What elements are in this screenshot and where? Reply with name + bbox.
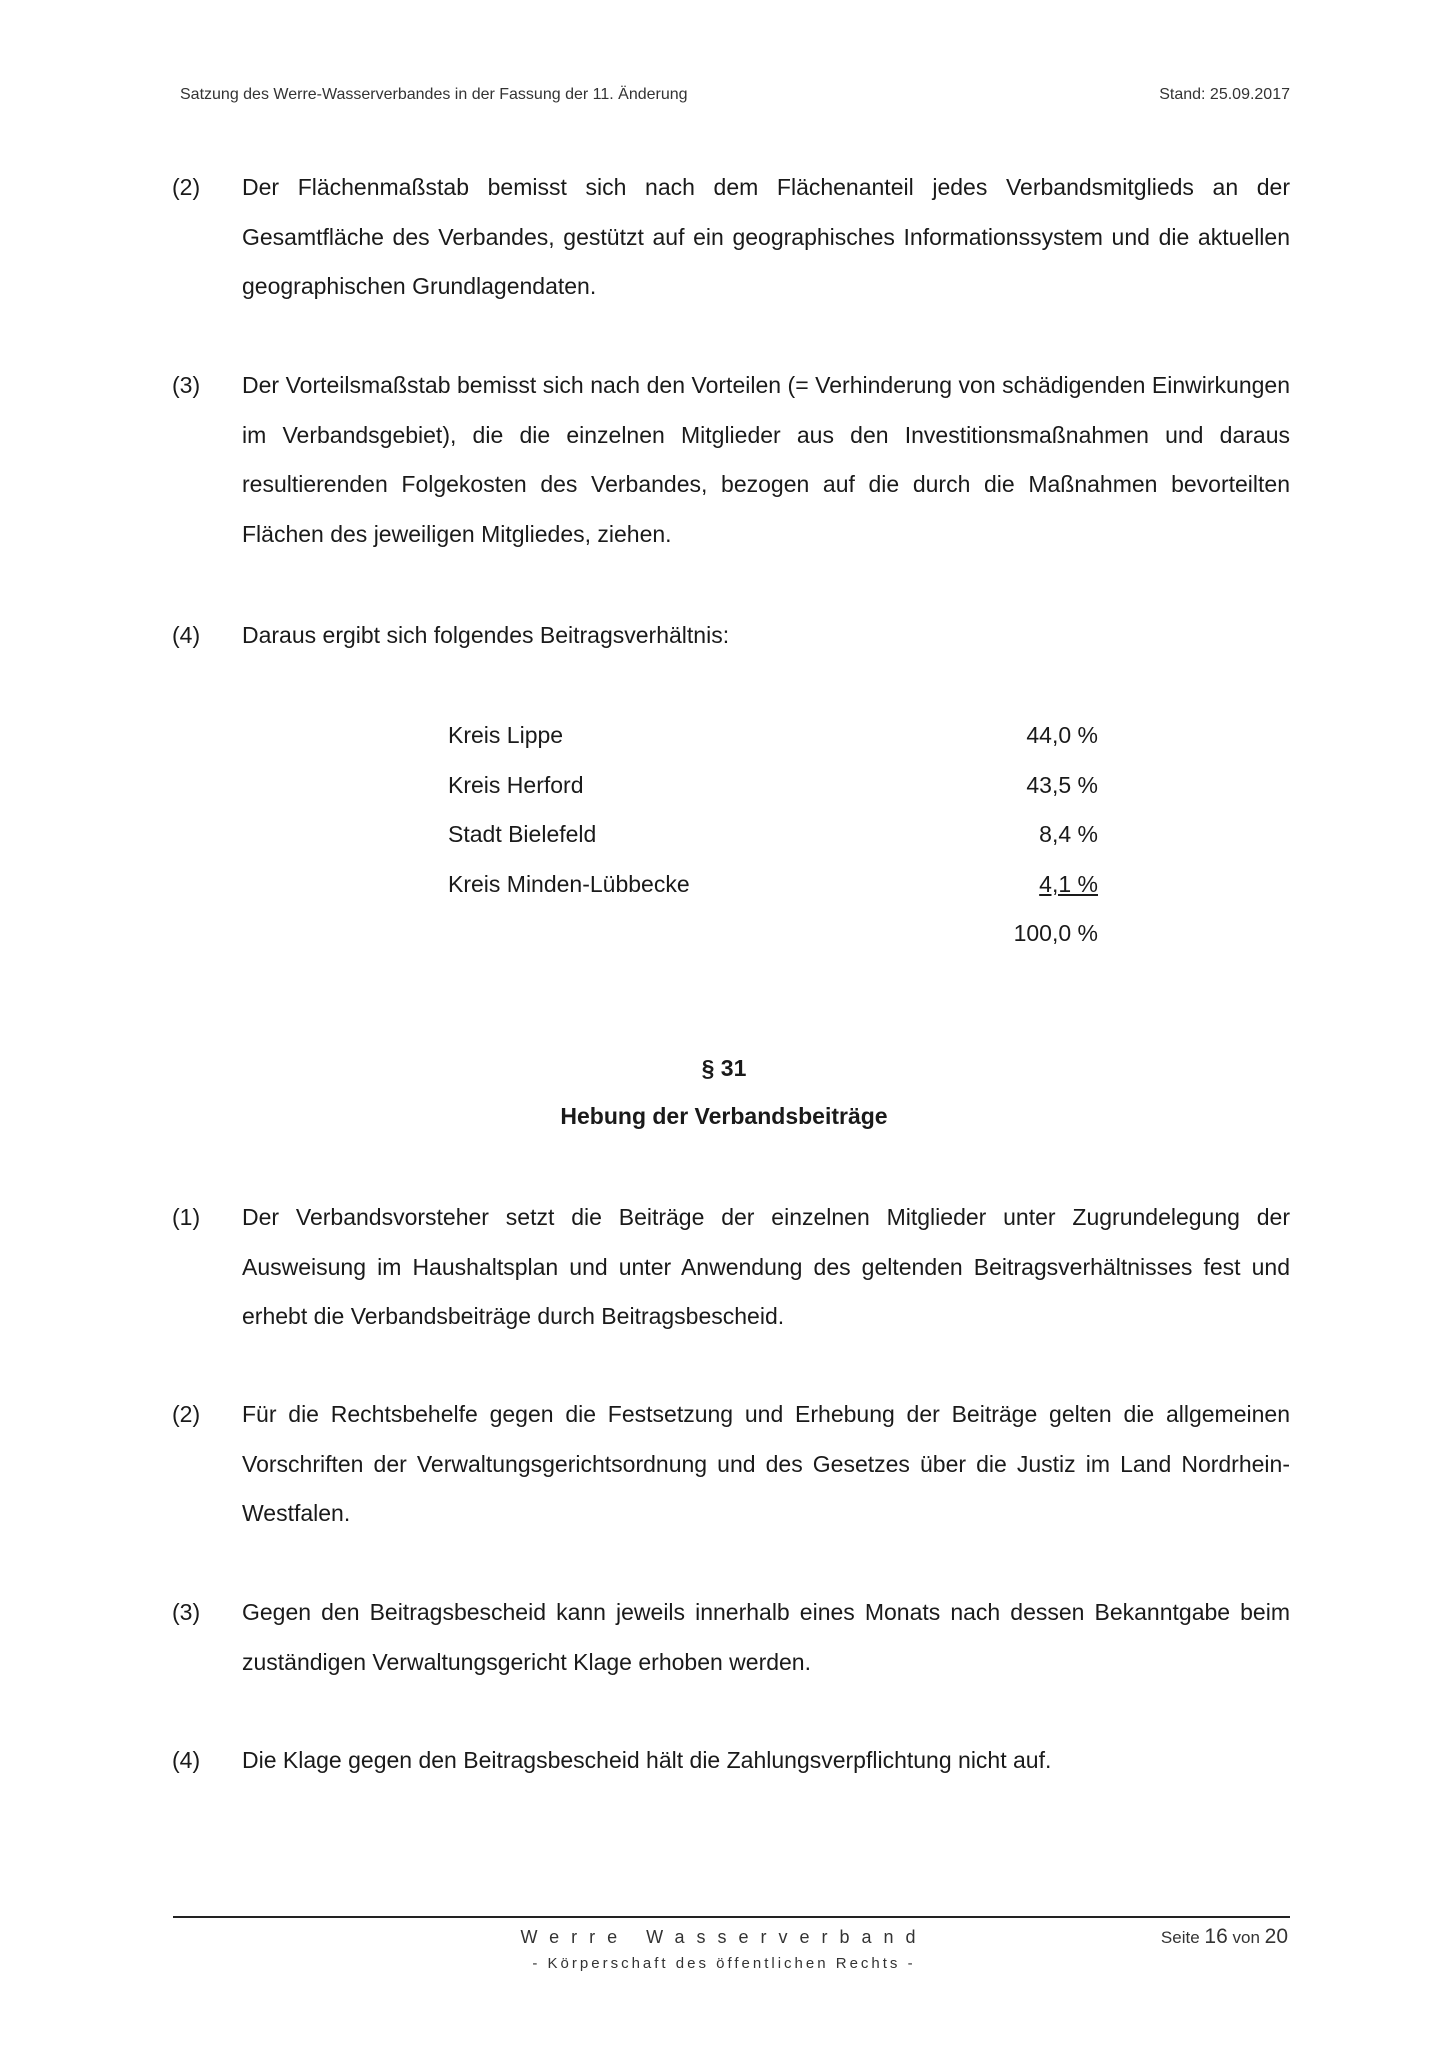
paragraph-text: Der Verbandsvorsteher setzt die Beiträge der einzelnen Mitglieder unter Zugrundelegung der Ausweisung im Haushaltsplan und unter Anwendung des geltenden Beitragsverhältnisses fest und erhebt die Verbandsbeiträge durch Beitragsbescheid. [242, 1204, 1290, 1329]
contribution-total-row [448, 909, 1098, 959]
member-name: Kreis Herford [448, 771, 584, 798]
paragraph-text: Gegen den Beitragsbescheid kann jeweils innerhalb eines Monats nach dessen Bekanntgabe beim zuständigen Verwaltungsgericht Klage erhoben werden. [242, 1599, 1290, 1675]
section-paragraph-2 [172, 1390, 1290, 1539]
contribution-row [448, 860, 1098, 910]
paragraph-text: Für die Rechtsbehelfe gegen die Festsetzung und Erhebung der Beiträge gelten die allgemeinen Vorschriften der Verwaltungsgerichtsordnung und des Gesetzes über die Justiz im Land Nordrhein-Westfalen. [242, 1401, 1290, 1526]
paragraph-3-vorteilsmassstab [172, 361, 1290, 559]
paragraph-number: (4) [172, 1747, 201, 1773]
member-name: Kreis Minden-Lübbecke [448, 870, 690, 897]
page-mid: von [1232, 1928, 1260, 1947]
header-title: Satzung des Werre-Wasserverbandes in der Fassung der 11. Änderung [180, 86, 688, 103]
section-number: § 31 [701, 1055, 747, 1081]
paragraph-text: Die Klage gegen den Beitragsbescheid hält die Zahlungsverpflichtung nicht auf. [242, 1747, 1052, 1773]
contribution-total: 100,0 % [1013, 920, 1098, 946]
paragraph-4-beitragsverhaeltnis [172, 611, 1290, 661]
section-paragraph-4 [172, 1736, 1290, 1786]
section-title: Hebung der Verbandsbeiträge [560, 1103, 888, 1129]
member-name: Kreis Lippe [448, 722, 564, 748]
contribution-row [448, 711, 1098, 761]
paragraph-number: (2) [172, 174, 201, 200]
page-total: 20 [1264, 1925, 1288, 1948]
contribution-row [448, 810, 1098, 860]
section-paragraph-1 [172, 1193, 1290, 1342]
page-number [1161, 1925, 1288, 1949]
page-prefix: Seite [1160, 1928, 1200, 1947]
paragraph-text: Daraus ergibt sich folgendes Beitragsverhältnis: [242, 622, 730, 648]
paragraph-number: (4) [172, 622, 201, 648]
member-share: 4,1 % [1039, 870, 1098, 897]
member-share: 44,0 % [1026, 722, 1098, 748]
paragraph-number: (3) [172, 1599, 201, 1625]
paragraph-text: Der Flächenmaßstab bemisst sich nach dem Flächenanteil jedes Verbandsmitglieds an der Gesamtfläche des Verbandes, gestützt auf ein geographisches Informationssystem und die aktuellen geographischen Grundlagendaten. [242, 174, 1290, 299]
paragraph-number: (1) [172, 1204, 201, 1230]
paragraph-text: Der Vorteilsmaßstab bemisst sich nach den Vorteilen (= Verhinderung von schädigenden Einwirkungen im Verbandsgebiet), die die einzelnen Mitglieder aus den Investitionsmaßnahmen und daraus resultierenden Folgekosten des Verbandes, bezogen auf die durch die Maßnahmen bevorteilten Flächen des jeweiligen Mitgliedes, ziehen. [242, 372, 1290, 547]
contribution-row [448, 761, 1098, 811]
page-current: 16 [1204, 1925, 1228, 1948]
member-name: Stadt Bielefeld [448, 821, 597, 847]
paragraph-number: (3) [172, 372, 201, 398]
footer-divider [173, 1916, 1290, 1918]
header-date: Stand: 25.09.2017 [1159, 86, 1290, 103]
member-share: 43,5 % [1026, 771, 1098, 798]
section-paragraph-3 [172, 1588, 1290, 1687]
paragraph-2-flaechenmassstab [172, 163, 1290, 312]
footer-organization: Werre Wasserverband [520, 1927, 928, 1947]
member-share: 8,4 % [1039, 821, 1098, 847]
contribution-table [448, 711, 1098, 959]
paragraph-number: (2) [172, 1401, 201, 1427]
footer-subtitle: - Körperschaft des öffentlichen Rechts - [532, 1955, 916, 1972]
